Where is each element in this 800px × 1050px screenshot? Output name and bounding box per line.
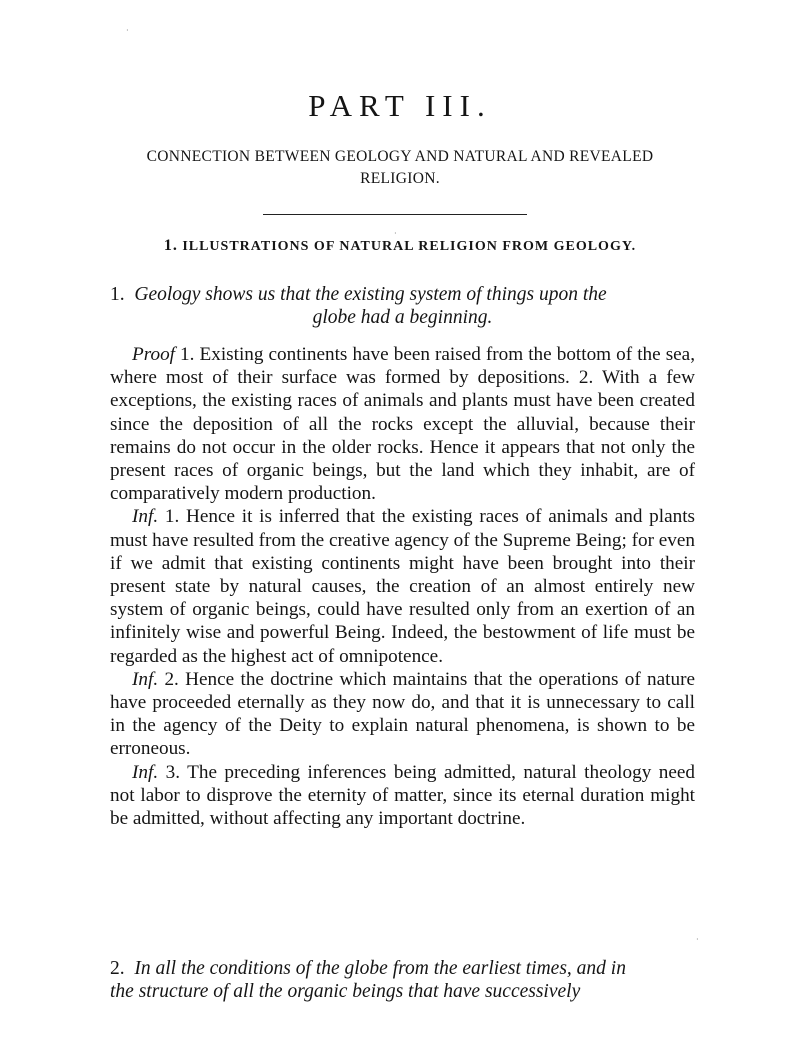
section-heading (0, 237, 800, 255)
proposition-2-text-1: In all the conditions of the globe from the earliest times, and in (134, 958, 626, 979)
part-subtitle: CONNECTION BETWEEN GEOLOGY AND NATURAL AND REVEALED RELIGION. (146, 148, 654, 187)
paragraph-inference-2 (110, 668, 695, 761)
section-number: 1. (163, 237, 178, 254)
print-speck: · (394, 229, 397, 238)
proposition-1-text-2: globe had a beginning. (312, 307, 493, 328)
proposition-1-line-2 (110, 306, 695, 329)
paragraph-text: 1. Hence it is inferred that the existing races of animals and plants must have resulted from the creative agency of the Supreme Being; for even if we admit that existing continents might have been brought into their present state by natural causes, the creation of an almost entirely new system of organic beings, could have resulted only from an exertion of an infinitely wise and powerful Being. Indeed, the bestowment of life must be regarded as the highest act of omnipotence. (110, 506, 696, 667)
proposition-1-number: 1. (110, 284, 125, 305)
paragraph-lead: Proof (132, 344, 175, 365)
proposition-1-text-1: Geology shows us that the existing system of things upon the (134, 284, 607, 305)
section-divider (263, 214, 527, 215)
paragraph-lead: Inf. (132, 506, 159, 528)
paragraph-proof (110, 343, 695, 505)
paragraph-lead: Inf. (132, 761, 159, 783)
proposition-2-line-1 (110, 957, 695, 980)
paragraph-text: 3. The preceding inferences being admitted, natural theology need not labor to disprove the eternity of matter, since its eternal duration might be admitted, without affecting any important doctrine. (110, 761, 695, 830)
paragraph-text: 1. Existing continents have been raised from the bottom of the sea, where most of their surface was formed by depositions. 2. With a few exceptions, the existing races of animals and plants must have been created since the deposition of all the rocks except the alluvial, because their remains do not occur in the older rocks. Hence it appears that not only the present races of organic beings, but the land which they inhabit, are of comparatively modern production. (110, 344, 695, 505)
print-speck: · (696, 935, 699, 944)
proposition-2-number: 2. (110, 958, 125, 979)
proposition-2-text-2: the structure of all the organic beings that have successively (110, 981, 581, 1002)
proposition-1-line-1 (110, 283, 695, 306)
paragraph-lead: Inf. (132, 668, 159, 690)
proposition-1 (110, 283, 695, 329)
proposition-2-line-2 (110, 980, 695, 1003)
paragraph-inference-1 (110, 505, 695, 667)
section-heading-text: ILLUSTRATIONS OF NATURAL RELIGION FROM GEOLOGY. (182, 239, 637, 254)
proposition-2 (110, 957, 695, 1003)
part-title: PART III. (308, 88, 492, 123)
body-text (110, 343, 695, 830)
paragraph-inference-3 (110, 761, 695, 831)
print-speck: · (126, 26, 129, 35)
paragraph-text: 2. Hence the doctrine which maintains that the operations of nature have proceeded eternally as they now do, and that it is unnecessary to call in the agency of the Deity to explain natural phenomena, is shown to be erroneous. (110, 668, 695, 760)
